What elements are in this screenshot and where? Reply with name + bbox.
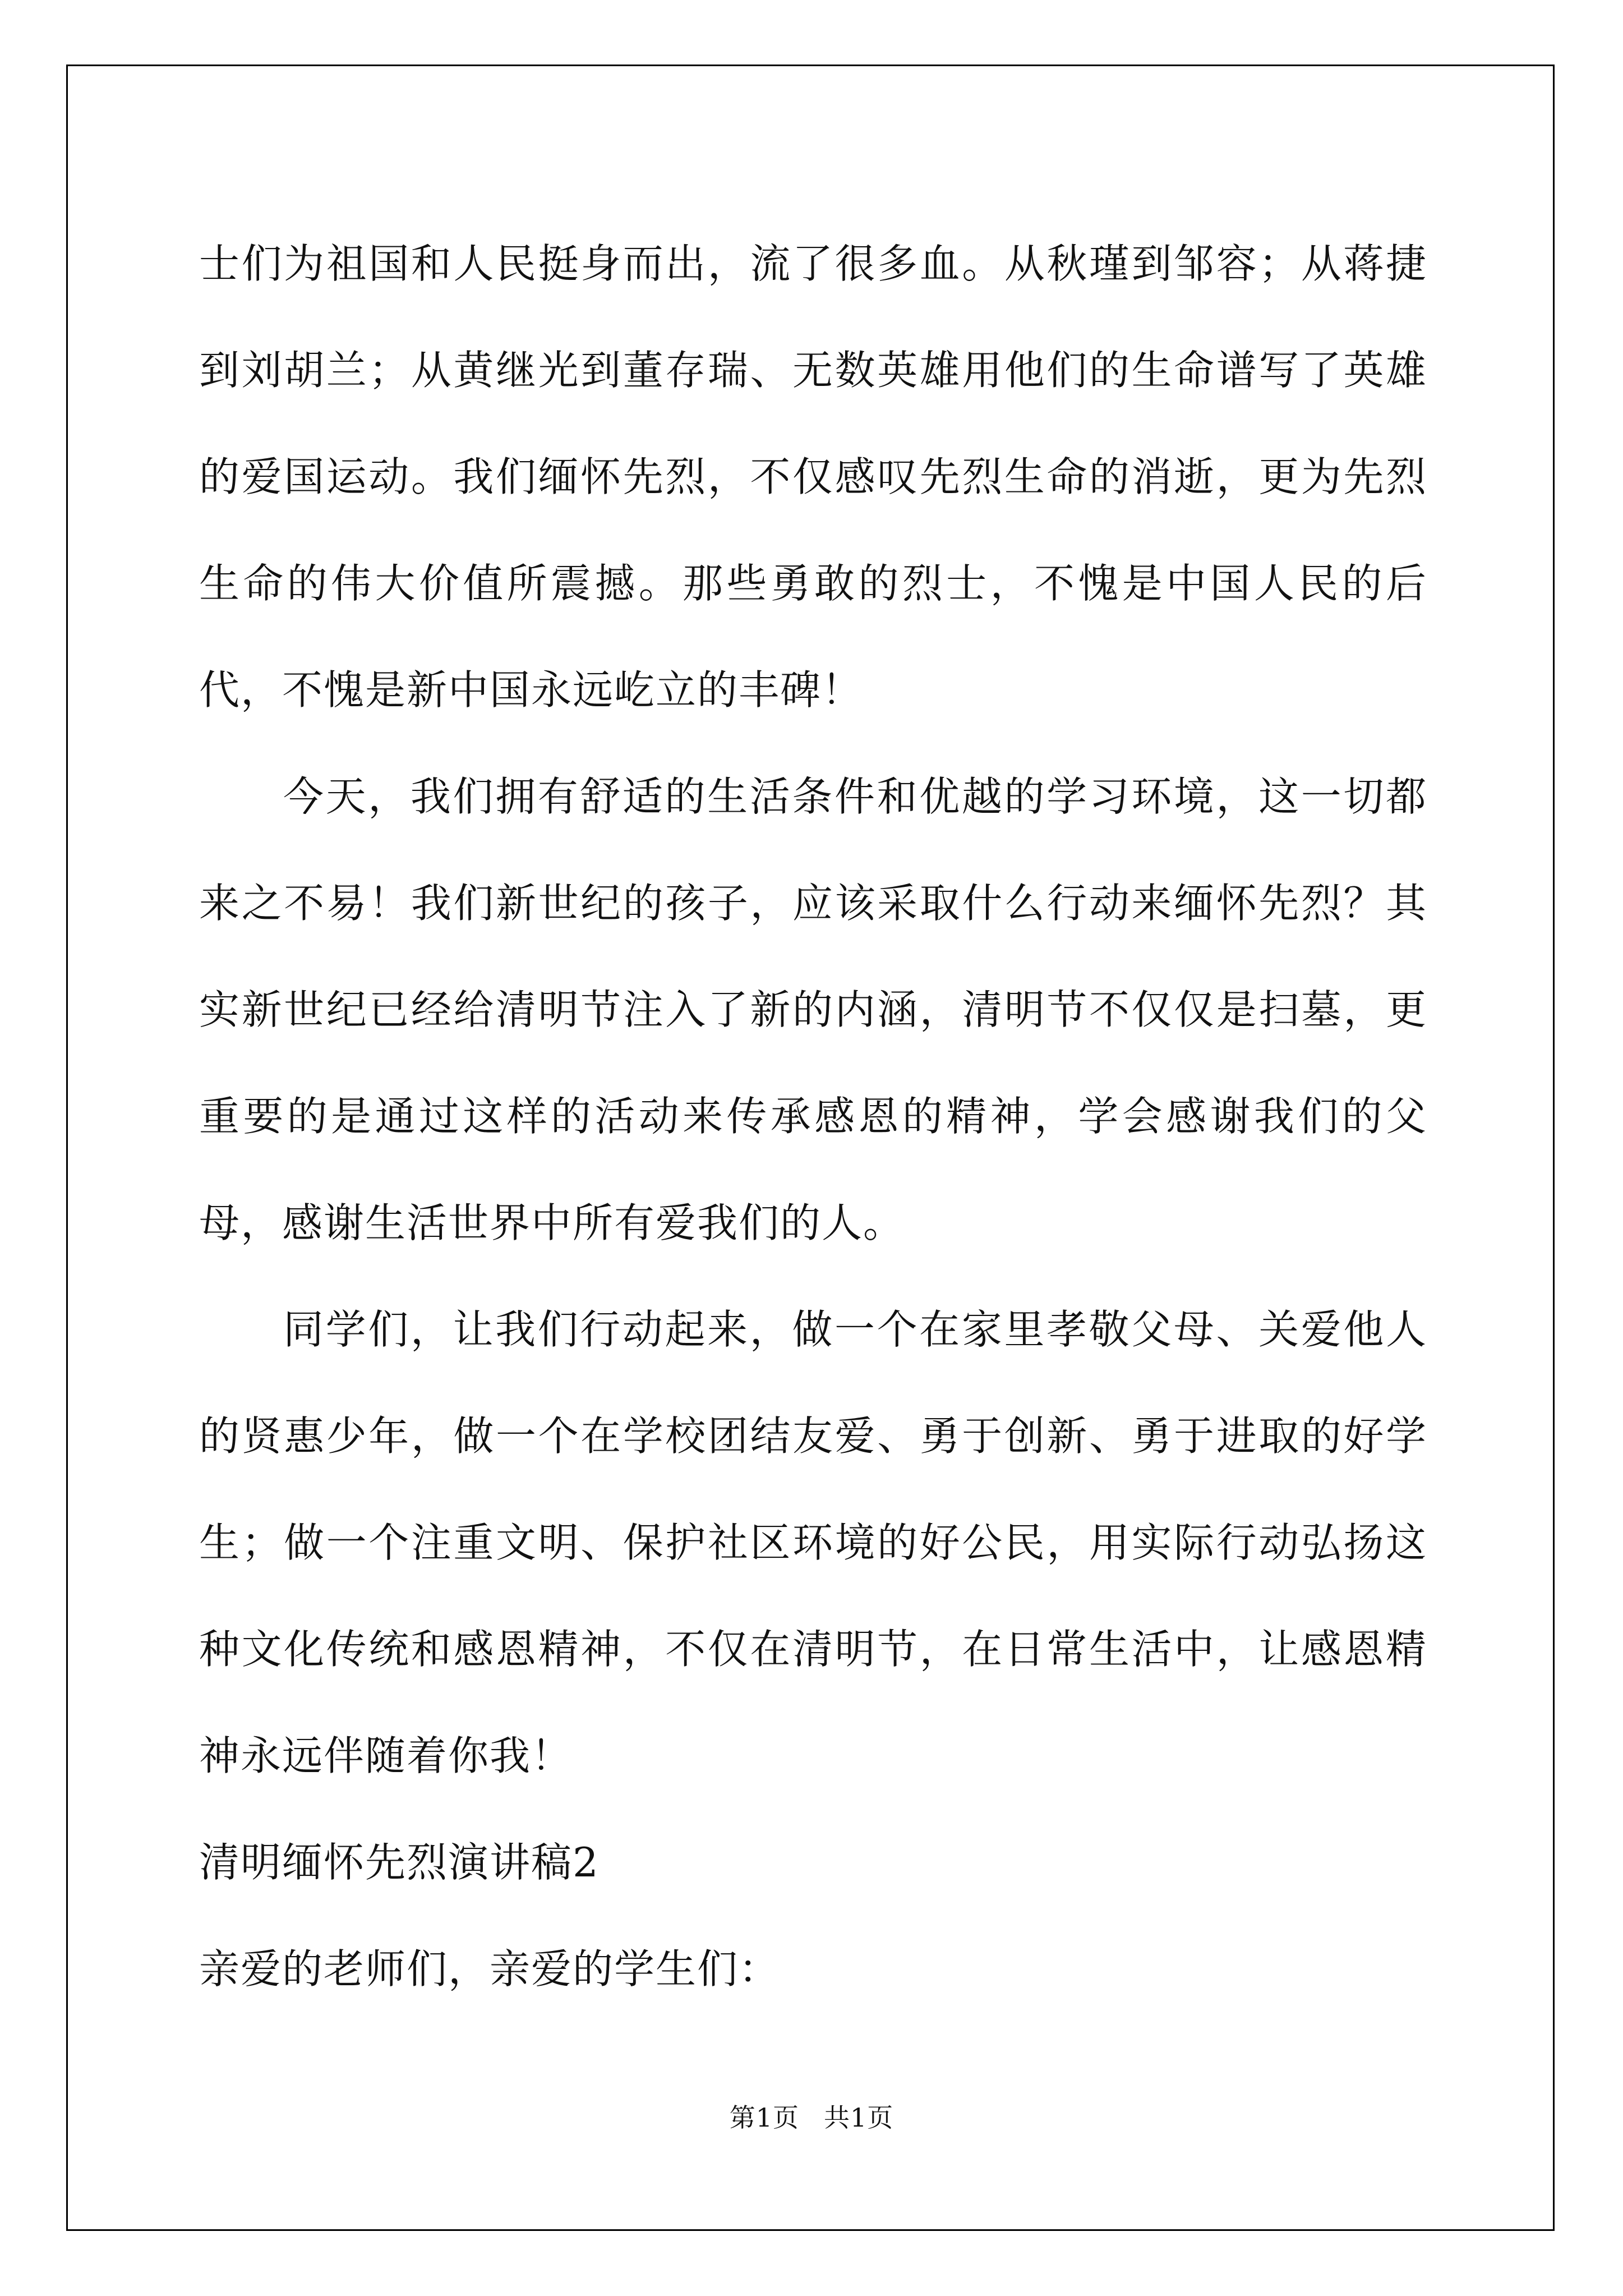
section-heading: 清明缅怀先烈演讲稿2 [199, 1839, 600, 1886]
paragraph-3: 同学们，让我们行动起来，做一个在家里孝敬父母、关爱他人的贤惠少年，做一个在学校团结友爱、勇于创新、勇于进取的好学生；做一个注重文明、保护社区环境的好公民，用实际行动弘扬这种文化传统和感恩精神，不仅在清明节，在日常生活中，让感恩精神永远伴随着你我！ [199, 1306, 1427, 1779]
paragraph-1: 士们为祖国和人民挺身而出，流了很多血。从秋瑾到邹容；从蒋捷到刘胡兰；从黄继光到董存瑞、无数英雄用他们的生命谱写了英雄的爱国运动。我们缅怀先烈，不仅感叹先烈生命的消逝，更为先烈生命的伟大价值所震撼。那些勇敢的烈士，不愧是中国人民的后代，不愧是新中国永远屹立的丰碑！ [199, 240, 1427, 714]
document-body [199, 210, 1427, 2022]
page-total: 共1页 [824, 2102, 894, 2133]
page-footer [0, 2101, 1623, 2134]
salutation: 亲爱的老师们，亲爱的学生们： [199, 1945, 781, 1993]
page-number: 第1页 [729, 2102, 799, 2133]
paragraph-2: 今天，我们拥有舒适的生活条件和优越的学习环境，这一切都来之不易！我们新世纪的孩子，应该采取什么行动来缅怀先烈？其实新世纪已经给清明节注入了新的内涵，清明节不仅仅是扫墓，更重要的是通过这样的活动来传承感恩的精神，学会感谢我们的父母，感谢生活世界中所有爱我们的人。 [199, 773, 1427, 1246]
